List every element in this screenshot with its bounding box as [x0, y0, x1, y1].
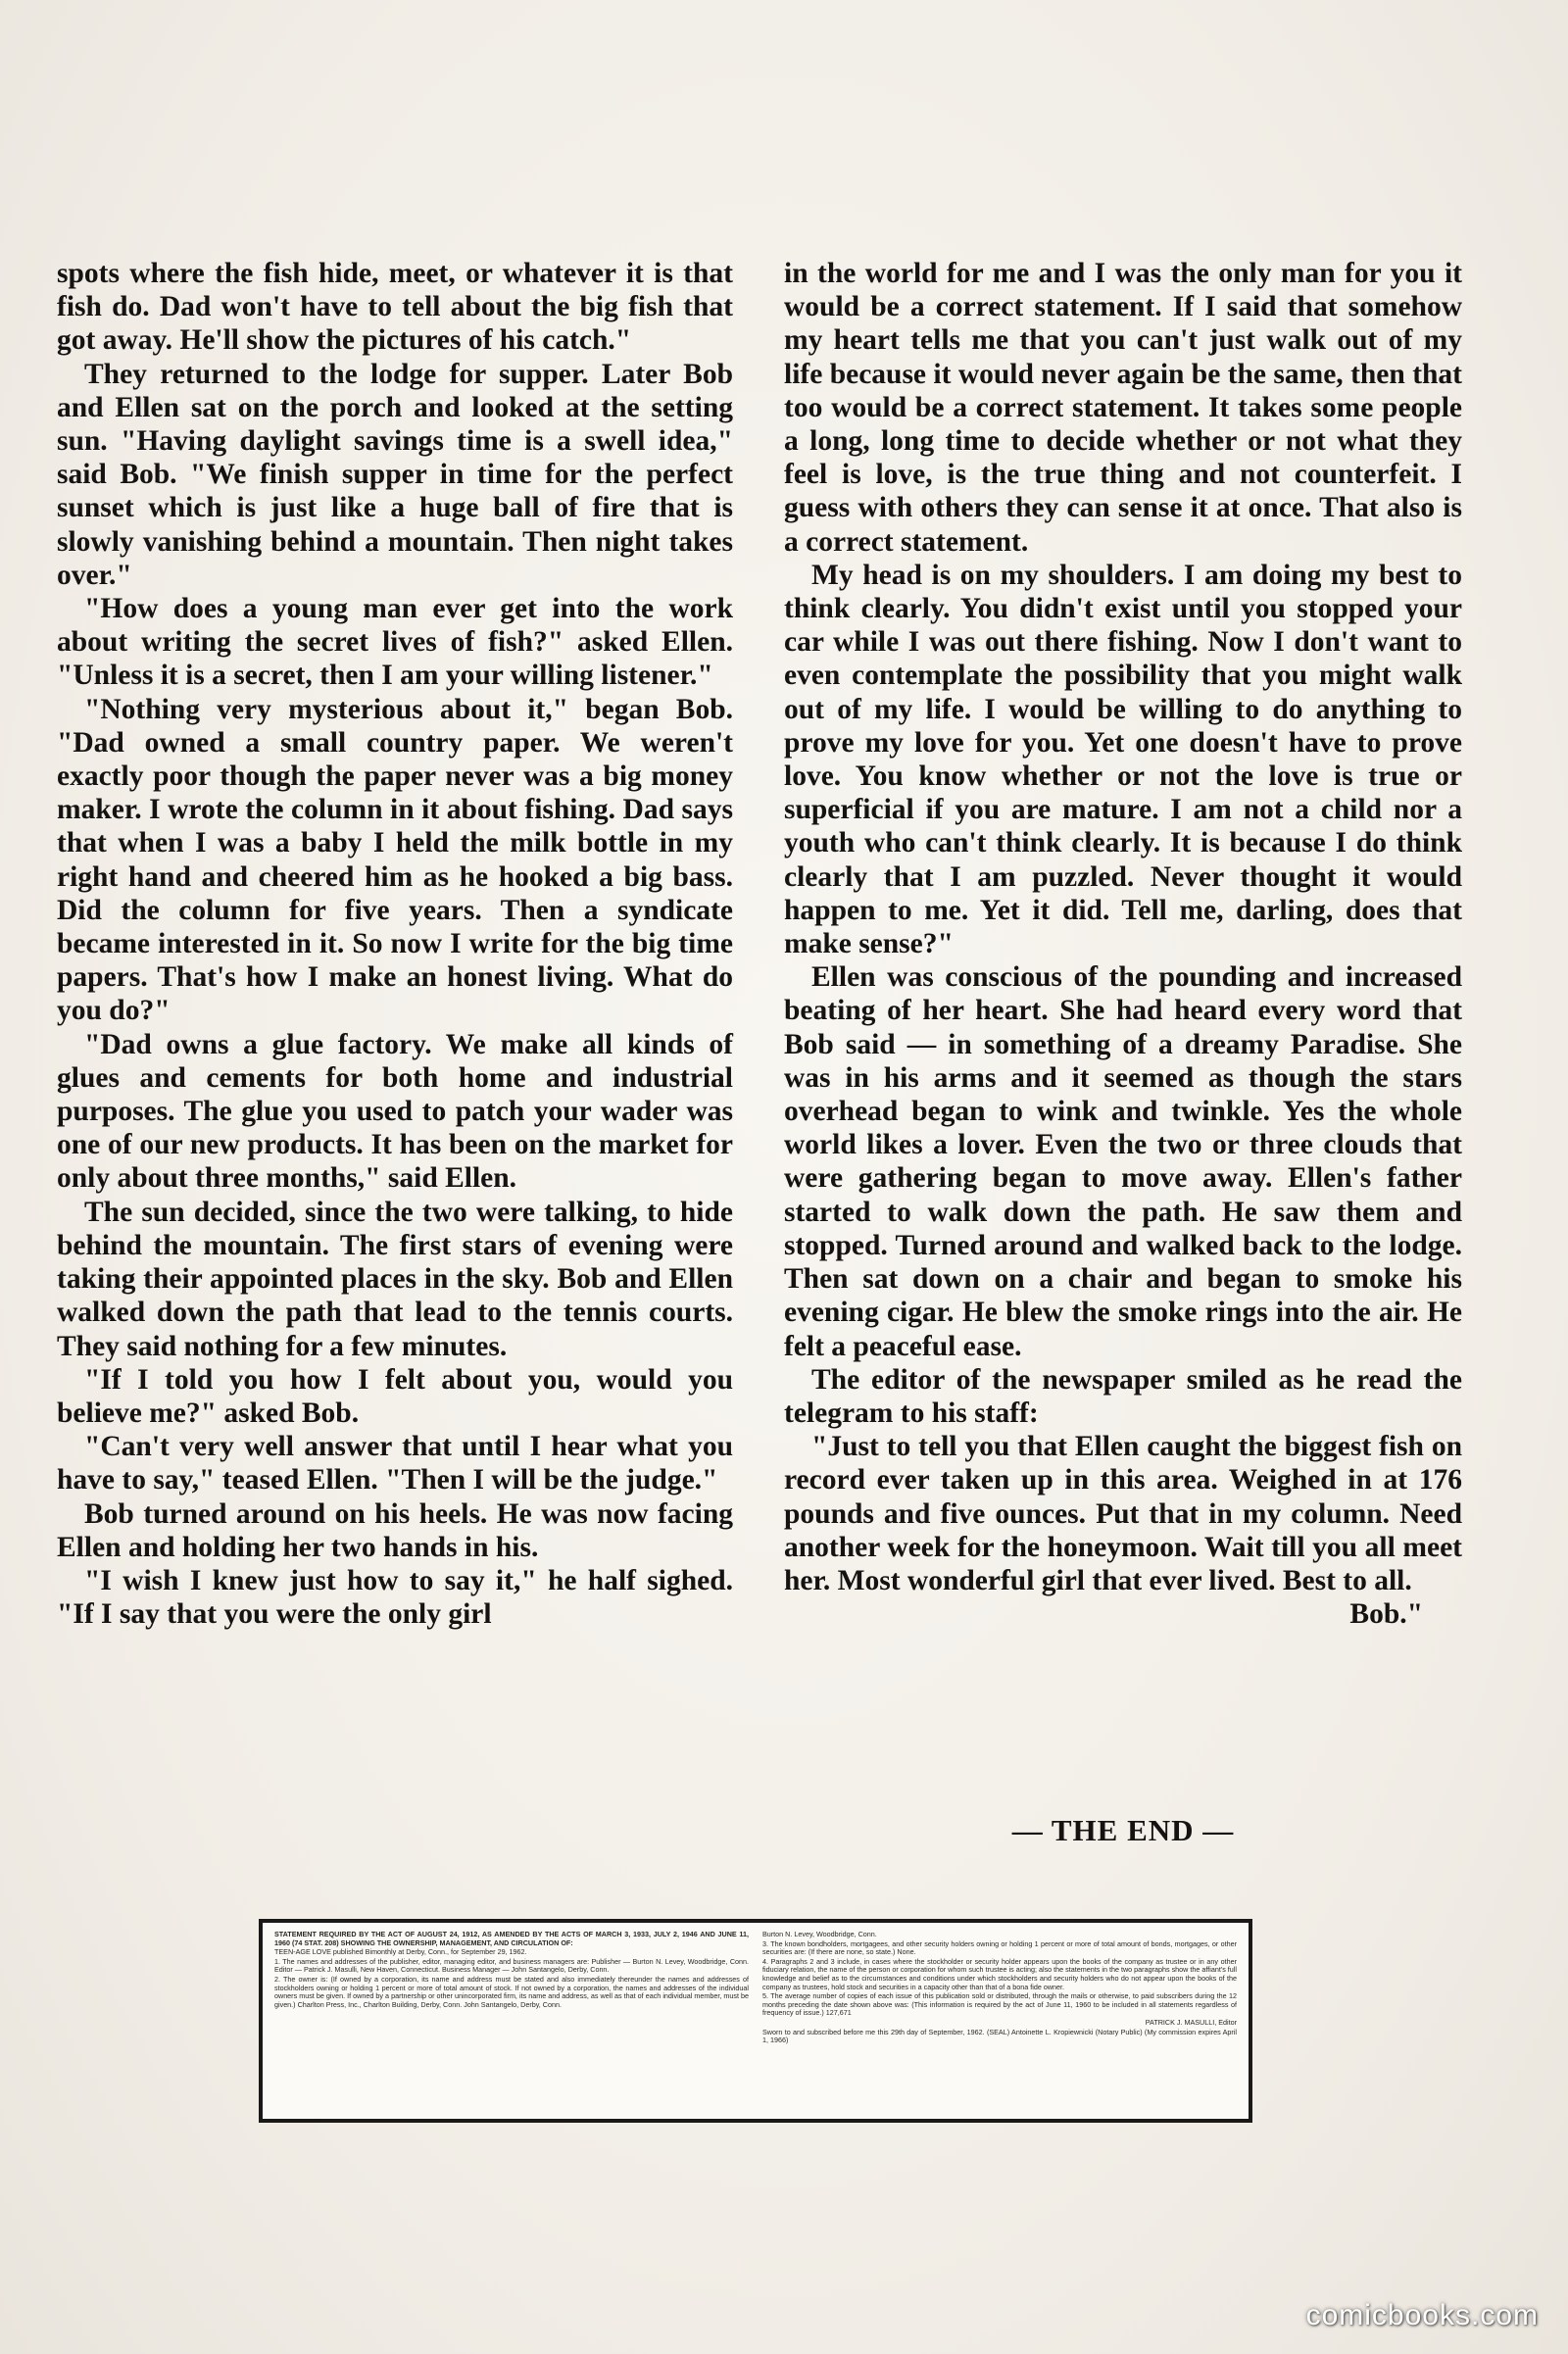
story-paragraph: Ellen was conscious of the pounding and increased beating of her heart. She had heard every word that Bob said — in something of a dreamy Paradise. She was in his arms and it seemed as though the stars overhead began to wink and twinkle. Yes the whole world likes a lover. Even the two or three clouds that were gathering began to move away. Ellen's father started to walk down the path. He saw them and stopped. Turned around and walked back to the lodge. Then sat down on a chair and began to smoke his evening cigar. He blew the smoke rings into the air. He felt a peaceful ease. — [784, 961, 1462, 1362]
story-paragraph: in the world for me and I was the only man for you it would be a correct statement. If I said that somehow my heart tells me that you can't just walk out of my life because it would never again be the same, then that too would be a correct statement. It takes some people a long, long time to decide whether or not what they feel is love, is the true thing and not counterfeit. I guess with others they can sense it at once. That also is a correct statement. — [784, 258, 1462, 558]
story-paragraph: Bob turned around on his heels. He was now facing Ellen and holding her two hands in his. — [57, 1497, 733, 1563]
statement-paragraph: Burton N. Levey, Woodbridge, Conn. — [762, 1931, 877, 1938]
story-paragraph: They returned to the lodge for supper. Later Bob and Ellen sat on the porch and looked at the setting sun. "Having daylight savings time is a swell idea," said Bob. "We finish supper in time for the perfect sunset which is just like a huge ball of fire that is slowly vanishing behind a mountain. Then night takes over." — [57, 358, 733, 591]
statement-paragraph: 3. The known bondholders, mortgagees, and other security holders owning or holding 1 percent or more of total amount of bonds, mortgages, or other securities are: (If there are none, so state.) None. — [762, 1938, 1237, 1957]
statement-paragraph: PATRICK J. MASULLI, Editor — [1145, 2017, 1237, 2027]
story-paragraph: "Nothing very mysterious about it," began Bob. "Dad owned a small country paper. We weren't exactly poor though the paper never was a big money maker. I wrote the column in it about fishing. Dad says that when I was a baby I held the milk bottle in my right hand and cheered him as he hooked a big bass. Did the column for five years. Then a syndicate became interested in it. So now I write for the big time papers. That's how I make an honest living. What do you do?" — [57, 693, 733, 1027]
story-paragraph: "If I told you how I felt about you, would you believe me?" asked Bob. — [57, 1363, 733, 1429]
statement-paragraph: TEEN-AGE LOVE published Bimonthly at Derby, Conn., for September 29, 1962. — [274, 1947, 527, 1957]
story-paragraph: "I wish I knew just how to say it," he half sighed. "If I say that you were the only girl — [57, 1564, 733, 1631]
story-paragraph: "Dad owns a glue factory. We make all kinds of glues and cements for both home and industrial purposes. The glue you used to patch your wader was one of our new products. It has been on the market for only about three months," said Ellen. — [57, 1028, 733, 1195]
statement-left-column — [274, 1931, 749, 2111]
statement-paragraph: 1. The names and addresses of the publisher, editor, managing editor, and business managers are: Publisher — Burton N. Levey, Woodbridge, Conn. Editor — Patrick J. Masulli, New Haven, Connecticut. Business Manager — John Santangelo, Derby, Conn. — [274, 1956, 749, 1975]
story-signature: Bob." — [1349, 1598, 1423, 1631]
story-right-column — [784, 257, 1462, 1631]
statement-paragraph: STATEMENT REQUIRED BY THE ACT OF AUGUST 24, 1912, AS AMENDED BY THE ACTS OF MARCH 3, 1933, JULY 2, 1946 AND JUNE 11, 1960 (74 STAT. 208) SHOWING THE OWNERSHIP, MANAGEMENT, AND CIRCULATION OF: — [274, 1931, 749, 1947]
story-paragraph: "Can't very well answer that until I hear what you have to say," teased Ellen. "Then I will be the judge." — [57, 1431, 733, 1496]
site-watermark: comicbooks.com — [1305, 2299, 1539, 2331]
statement-paragraph: 4. Paragraphs 2 and 3 include, in cases where the stockholder or security holder appears upon the books of the company as trustee or in any other fiduciary relation, the name of the person or corporation for whom such trustee is acting; also the statements in the two paragraphs show the affiant's full knowledge and belief as to the circumstances and conditions under which stockholders and security holders who do not appear upon the books of the company as trustees, hold stock and securities in a capacity other than that of a bona fide owner. — [762, 1956, 1237, 1991]
story-left-column — [57, 257, 733, 1631]
statement-paragraph: 2. The owner is: (If owned by a corporation, its name and address must be stated and also immediately thereunder the names and addresses of stockholders owning or holding 1 percent or more of total amount of stock. If not owned by a corporation, the names and addresses of the individual owners must be given. If owned by a partnership or other unincorporated firm, its name and address, as well as that of each individual member, must be given.) Charlton Press, Inc., Charlton Building, Derby, Conn. John Santangelo, Derby, Conn. — [274, 1974, 749, 2009]
story-paragraph: My head is on my shoulders. I am doing my best to think clearly. You didn't exist until you stopped your car while I was out there fishing. Now I don't want to even contemplate the possibility that you might walk out of my life. I would be willing to do anything to prove my love for you. Yet one doesn't have to prove love. You know whether or not the love is true or superficial if you are mature. I am not a child nor a youth who can't think clearly. It is because I do think clearly that I am puzzled. Never thought it would happen to me. Yet it did. Tell me, darling, does that make sense?" — [784, 559, 1462, 960]
statement-right-column — [762, 1931, 1237, 2111]
story-paragraph: "How does a young man ever get into the work about writing the secret lives of fish?" asked Ellen. "Unless it is a secret, then I am your willing listener." — [57, 593, 733, 692]
story-paragraph: The editor of the newspaper smiled as he read the telegram to his staff: — [784, 1363, 1462, 1429]
story-paragraph: spots where the fish hide, meet, or whatever it is that fish do. Dad won't have to tell about the big fish that got away. He'll show the pictures of his catch." — [57, 258, 733, 357]
ownership-statement-box — [259, 1919, 1252, 2123]
story-paragraph: "Just to tell you that Ellen caught the biggest fish on record ever taken up in this area. Weighed in at 176 pounds and five ounces. Put that in my column. Need another week for the honeymoon. Wait till you all meet her. Most wonderful girl that ever lived. Best to all. — [784, 1431, 1462, 1596]
the-end-label: — THE END — — [1011, 1813, 1235, 1847]
story-paragraph: The sun decided, since the two were talking, to hide behind the mountain. The first stars of evening were taking their appointed places in the sky. Bob and Ellen walked down the path that lead to the tennis courts. They said nothing for a few minutes. — [57, 1196, 733, 1362]
statement-paragraph: 5. The average number of copies of each issue of this publication sold or distributed, through the mails or otherwise, to paid subscribers during the 12 months preceding the date shown above was: (This information is required by the act of June 11, 1960 to be included in all statements regardless of frequency of issue.) 127,671 — [762, 1991, 1237, 2018]
statement-paragraph: Sworn to and subscribed before me this 29th day of September, 1962. (SEAL) Antoinette L. Kropiewnicki (Notary Public) (My commission expires April 1, 1966) — [762, 2027, 1237, 2045]
